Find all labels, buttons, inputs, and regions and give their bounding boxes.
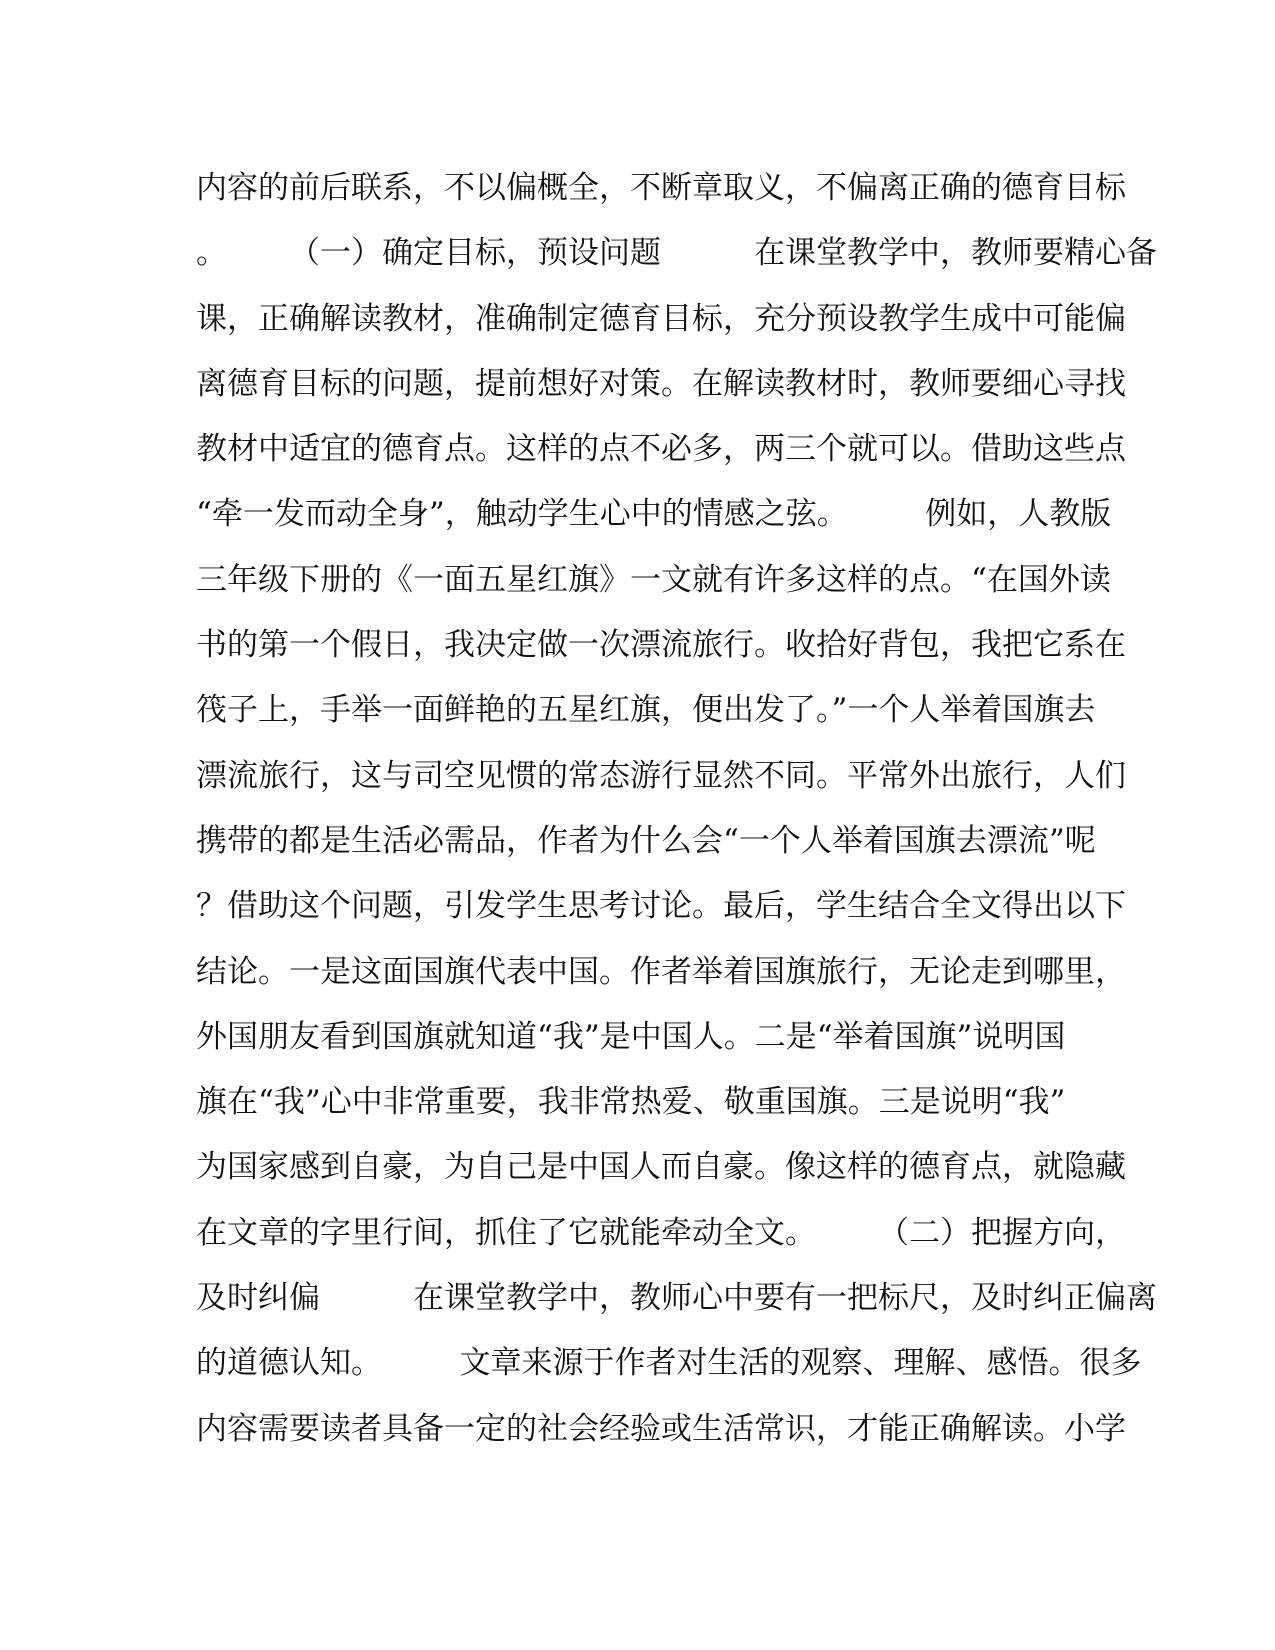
text-line: 书的第一个假日，我决定做一次漂流旅行。收拾好背包，我把它系在 bbox=[196, 627, 1126, 664]
text-line: 教材中适宜的德育点。这样的点不必多，两三个就可以。借助这些点 bbox=[196, 431, 1126, 468]
text-line: 三年级下册的《一面五星红旗》一文就有许多这样的点。“在国外读 bbox=[196, 561, 1111, 598]
text-line: 及时纠偏 在课堂教学中，教师心中要有一把标尺，及时纠正偏离 bbox=[196, 1280, 1157, 1317]
text-line: 。 （一）确定目标，预设问题 在课堂教学中，教师要精心备 bbox=[196, 235, 1157, 272]
text-line: 为国家感到自豪，为自己是中国人而自豪。像这样的德育点，就隐藏 bbox=[196, 1149, 1126, 1186]
text-line: “牵一发而动全身”，触动学生心中的情感之弦。 例如，人教版 bbox=[196, 496, 1112, 533]
text-line: 旗在“我”心中非常重要，我非常热爱、敬重国旗。三是说明“我” bbox=[196, 1084, 1066, 1121]
text-line: 携带的都是生活必需品，作者为什么会“一个人举着国旗去漂流”呢 bbox=[196, 822, 1096, 859]
text-line: 内容的前后联系，不以偏概全，不断章取义，不偏离正确的德育目标 bbox=[196, 170, 1126, 206]
text-line: 结论。一是这面国旗代表中国。作者举着国旗旅行，无论走到哪里， bbox=[196, 953, 1126, 990]
text-line: ？借助这个问题，引发学生思考讨论。最后，学生结合全文得出以下 bbox=[196, 888, 1126, 925]
text-line: 的道德认知。 文章来源于作者对生活的观察、理解、感悟。很多 bbox=[196, 1345, 1142, 1382]
text-line: 离德育目标的问题，提前想好对策。在解读教材时，教师要细心寻找 bbox=[196, 365, 1126, 402]
text-line: 课，正确解读教材，准确制定德育目标，充分预设教学生成中可能偏 bbox=[196, 300, 1126, 337]
text-line: 筏子上，手举一面鲜艳的五星红旗，便出发了。”一个人举着国旗去 bbox=[196, 692, 1096, 729]
text-line: 外国朋友看到国旗就知道“我”是中国人。二是“举着国旗”说明国 bbox=[196, 1018, 1066, 1055]
text-line: 漂流旅行，这与司空见惯的常态游行显然不同。平常外出旅行，人们 bbox=[196, 757, 1126, 794]
body-text bbox=[196, 156, 1157, 1462]
text-line: 在文章的字里行间，抓住了它就能牵动全文。 （二）把握方向， bbox=[196, 1214, 1126, 1251]
text-line: 内容需要读者具备一定的社会经验或生活常识，才能正确解读。小学 bbox=[196, 1410, 1126, 1447]
